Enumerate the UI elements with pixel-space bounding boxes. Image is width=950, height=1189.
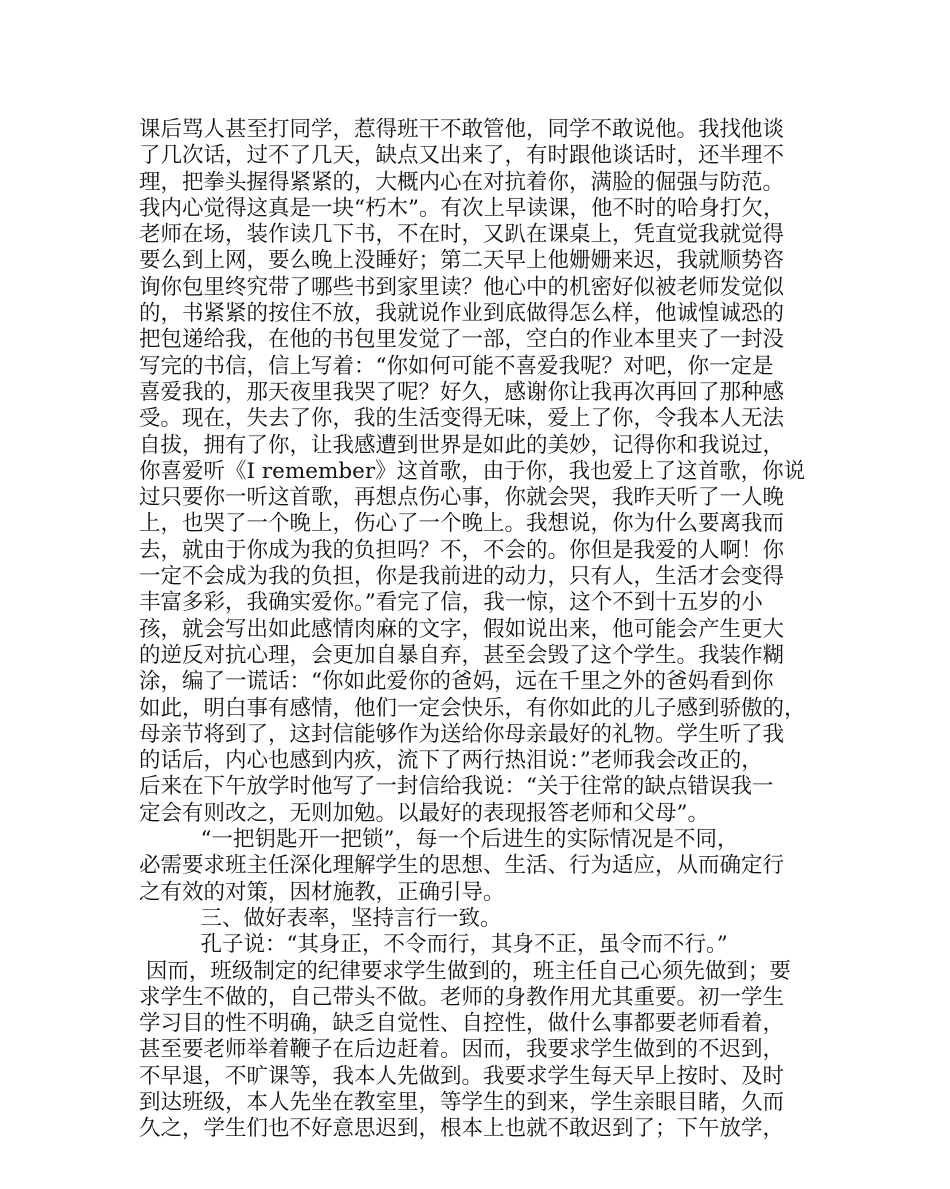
text-line: 理，把拳头握得紧紧的，大概内心在对抗着你，满脸的倔强与防范。 <box>139 169 785 195</box>
text-line: 甚至要老师举着鞭子在后边赶着。因而，我要求学生做到的不迟到， <box>139 1037 785 1063</box>
text-line: 了几次话，过不了几天，缺点又出来了，有时跟他谈话时，还半理不 <box>139 143 785 169</box>
text-line: 老师在场，装作读几下书，不在时，又趴在课桌上，凭直觉我就觉得 <box>139 222 785 248</box>
text-line: 定会有则改之，无则加勉。以最好的表现报答老师和父母”。 <box>139 800 709 826</box>
text-line: 去，就由于你成为我的负担吗？不，不会的。你但是我爱的人啊！你 <box>139 537 785 563</box>
text-line: 上，也哭了一个晚上，伤心了一个晚上。我想说，你为什么要离我而 <box>139 511 785 537</box>
text-line: 你喜爱听《I remember》这首歌，由于你，我也爱上了这首歌，你说 <box>139 458 806 484</box>
text-line: 过只要你一听这首歌，再想点伤心事，你就会哭，我昨天听了一人晚 <box>139 485 785 511</box>
text-line: 久之，学生们也不好意思迟到，根本上也就不敢迟到了；下午放学， <box>139 1116 785 1142</box>
text-line: “一把钥匙开一把锁”，每一个后进生的实际情况是不同， <box>139 827 739 853</box>
text-line: 把包递给我，在他的书包里发觉了一部，空白的作业本里夹了一封没 <box>139 327 785 353</box>
text-line: 求学生不做的，自己带头不做。老师的身教作用尤其重要。初一学生 <box>139 984 785 1010</box>
text-line: 课后骂人甚至打同学，惹得班干不敢管他，同学不敢说他。我找他谈 <box>139 117 785 142</box>
text-line: 学习目的性不明确，缺乏自觉性、自控性，做什么事都要老师看着， <box>139 1011 785 1037</box>
text-line: 受。现在，失去了你，我的生活变得无味，爱上了你，令我本人无法 <box>139 406 785 432</box>
text-line: 自拔，拥有了你，让我感遭到世界是如此的美妙，记得你和我说过， <box>139 432 785 458</box>
text-line: 到达班级，本人先坐在教室里，等学生的到来，学生亲眼目睹，久而 <box>139 1089 785 1115</box>
body-text <box>139 117 839 1143</box>
text-line: 我内心觉得这真是一块“朽木”。有次上早读课，他不时的哈身打欠， <box>139 195 785 221</box>
section-heading: 三、做好表率，坚持言行一致。 <box>139 905 502 931</box>
text-line: 孩，就会写出如此感情肉麻的文字，假如说出来，他可能会产生更大 <box>139 616 785 642</box>
text-line: 母亲节将到了，这封信能够作为送给你母亲最好的礼物。学生听了我 <box>139 721 785 747</box>
text-line: 后来在下午放学时他写了一封信给我说：“关于往常的缺点错误我一 <box>139 774 774 800</box>
text-line: 的，书紧紧的按住不放，我就说作业到底做得怎么样，他诚惶诚恐的 <box>139 301 785 327</box>
text-line: 因而，班级制定的纪律要求学生做到的，班主任自己心须先做到；要 <box>139 958 791 984</box>
text-line: 必需要求班主任深化理解学生的思想、生活、行为适应，从而确定行 <box>139 853 785 879</box>
text-line: 的话后，内心也感到内疚，流下了两行热泪说：”老师我会改正的， <box>139 748 763 774</box>
text-line: 孔子说：“其身正，不令而行，其身不正，虽令而不行。” <box>139 932 728 958</box>
text-line: 如此，明白事有感情，他们一定会快乐，有你如此的儿子感到骄傲的， <box>139 695 806 721</box>
text-line: 询你包里终究带了哪些书到家里读？他心中的机密好似被老师发觉似 <box>139 274 785 300</box>
text-line: 涂，编了一谎话：“你如此爱你的爸妈，远在千里之外的爸妈看到你 <box>139 669 774 695</box>
text-line: 要么到上网，要么晚上没睡好；第二天早上他姗姗来迟，我就顺势咨 <box>139 248 785 274</box>
text-line: 的逆反对抗心理，会更加自暴自弃，甚至会毁了这个学生。我装作糊 <box>139 642 785 668</box>
text-line: 不早退，不旷课等，我本人先做到。我要求学生每天早上按时、及时 <box>139 1063 785 1089</box>
text-line: 写完的书信，信上写着：“你如何可能不喜爱我呢？对吧，你一定是 <box>139 353 774 379</box>
text-line: 丰富多彩，我确实爱你。”看完了信，我一惊，这个不到十五岁的小 <box>139 590 763 616</box>
text-line: 一定不会成为我的负担，你是我前进的动力，只有人，生活才会变得 <box>139 564 785 590</box>
text-line: 之有效的对策，因材施教，正确引导。 <box>139 879 505 905</box>
text-line: 喜爱我的，那天夜里我哭了呢？好久，感谢你让我再次再回了那种感 <box>139 379 785 405</box>
